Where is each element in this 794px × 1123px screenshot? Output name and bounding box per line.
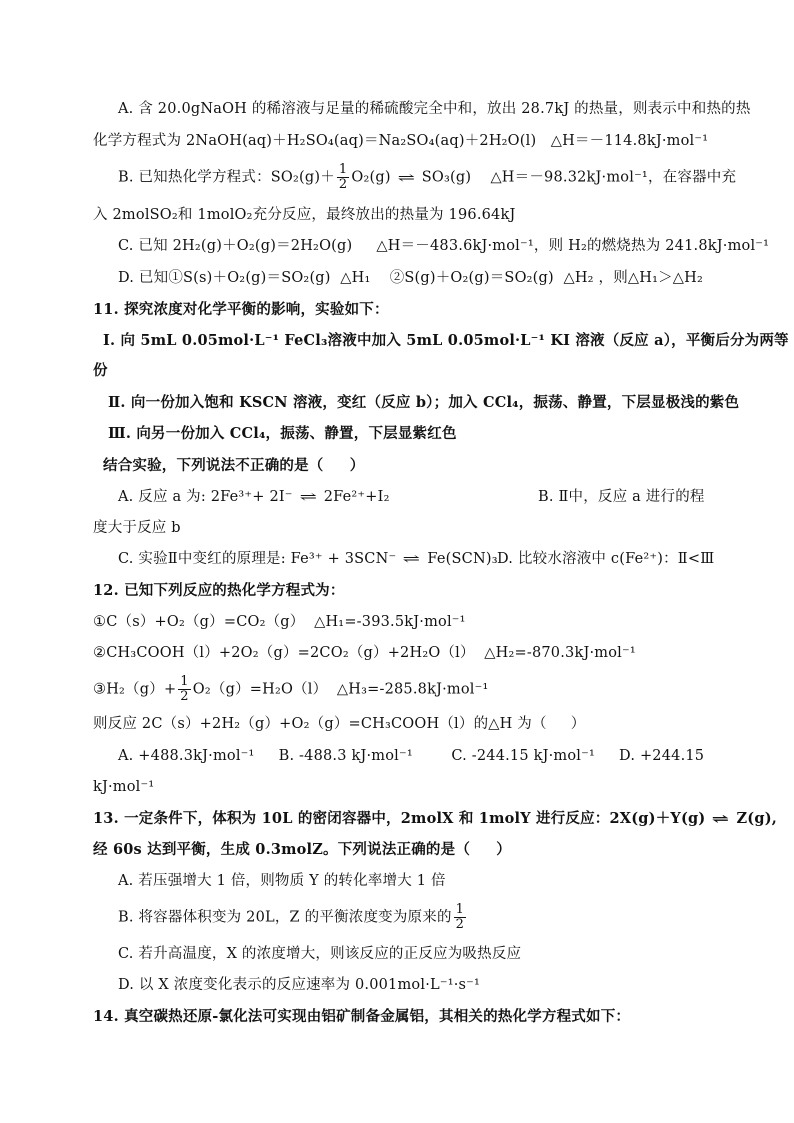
- fraction-one-half: $\frac{1}{2}$: [338, 162, 348, 192]
- equilibrium-arrow-icon: ⇌: [299, 490, 318, 505]
- q10-option-a-line1: A. 含 20.0gNaOH 的稀溶液与足量的稀硫酸完全中和，放出 28.7kJ 的热量，则表示中和热的热: [118, 101, 751, 117]
- q10-option-a-line2: 化学方程式为 2NaOH(aq)＋H₂SO₄(aq)＝Na₂SO₄(aq)＋2H₂O(l) △H＝－114.8kJ·mol⁻¹: [93, 133, 709, 149]
- q10-option-b-line1: [118, 163, 736, 192]
- fraction-one-half: $\frac{1}{2}$: [180, 674, 189, 704]
- fraction-one-half: $\frac{1}{2}$: [455, 902, 465, 932]
- q11-option-c: C. 实验Ⅱ中变红的原理是: Fe³⁺ + 3SCN⁻ ⇌ Fe(SCN)₃: [118, 549, 498, 570]
- q13-stem-line1: 13. 一定条件下，体积为 10L 的密闭容器中，2molX 和 1molY 进行反应：2X(g)＋Y(g) ⇌ Z(g),: [93, 809, 777, 830]
- equilibrium-arrow-icon: ⇌: [712, 812, 730, 827]
- q13-stem-line2: 经 60s 达到平衡，生成 0.3molZ。下列说法正确的是（ ）: [93, 841, 511, 858]
- q12-equation-3: ③H₂（g）+ $\frac{1}{2}$ O₂（g）=H₂O（l） △H₃=-285.8kJ·mol⁻¹: [93, 674, 489, 704]
- q12-question: 则反应 2C（s）+2H₂（g）+O₂（g）=CH₃COOH（l）的△H 为（ ）: [93, 716, 586, 732]
- q13-option-d: D. 以 X 浓度变化表示的反应速率为 0.001mol·L⁻¹·s⁻¹: [118, 977, 481, 993]
- q13-option-c: C. 若升高温度，X 的浓度增大，则该反应的正反应为吸热反应: [118, 946, 522, 962]
- q11-step-2: Ⅱ. 向一份加入饱和 KSCN 溶液，变红（反应 b）；加入 CCl₄，振荡、静置，下层显极浅的紫色: [108, 394, 740, 411]
- q12-options: A. +488.3kJ·mol⁻¹ B. -488.3 kJ·mol⁻¹ C. -244.15 kJ·mol⁻¹ D. +244.15: [118, 748, 705, 764]
- q11-option-b-line1: B. Ⅱ中，反应 a 进行的程: [538, 489, 705, 505]
- q10-option-d: D. 已知①S(s)＋O₂(g)＝SO₂(g) △H₁ ②S(g)＋O₂(g)＝SO₂(g) △H₂ ，则△H₁＞△H₂: [118, 270, 704, 286]
- q13-option-b: B. 将容器体积变为 20L，Z 的平衡浓度变为原来的 $\frac{1}{2}$: [118, 902, 465, 932]
- q10-b-text-mid: O₂(g): [351, 169, 391, 186]
- q11-step-1-line1: Ⅰ. 向 5mL 0.05mol·L⁻¹ FeCl₃溶液中加入 5mL 0.05mol·L⁻¹ KI 溶液（反应 a），平衡后分为两等: [103, 332, 789, 349]
- q10-b-text-pre: B. 已知热化学方程式：SO₂(g)＋: [118, 169, 335, 186]
- q11-question: 结合实验，下列说法不正确的是（ ）: [103, 457, 365, 474]
- q11-option-a: A. 反应 a 为: 2Fe³⁺+ 2I⁻ ⇌ 2Fe²⁺+I₂: [118, 487, 390, 508]
- q11-option-b-line2: 度大于反应 b: [93, 520, 181, 536]
- q13-option-a: A. 若压强增大 1 倍，则物质 Y 的转化率增大 1 倍: [118, 873, 446, 889]
- q11-stem: 11. 探究浓度对化学平衡的影响，实验如下：: [93, 301, 389, 318]
- q12-stem: 12. 已知下列反应的热化学方程式为：: [93, 582, 345, 599]
- q10-b-text-post: SO₃(g) △H＝－98.32kJ·mol⁻¹，在容器中充: [421, 169, 737, 186]
- q10-option-c: C. 已知 2H₂(g)＋O₂(g)＝2H₂O(g) △H＝－483.6kJ·mol⁻¹，则 H₂的燃烧热为 241.8kJ·mol⁻¹: [118, 238, 770, 254]
- q11-step-1-line2: 份: [93, 362, 108, 379]
- q11-step-3: Ⅲ. 向另一份加入 CCl₄，振荡、静置，下层显紫红色: [108, 425, 457, 442]
- q12-equation-1: ①C（s）+O₂（g）=CO₂（g） △H₁=-393.5kJ·mol⁻¹: [93, 614, 466, 630]
- equilibrium-arrow-icon: ⇌: [397, 170, 416, 186]
- q10-option-b-line2: 入 2molSO₂和 1molO₂充分反应，最终放出的热量为 196.64kJ: [93, 207, 516, 223]
- q11-option-d: D. 比较水溶液中 c(Fe²⁺)：Ⅱ<Ⅲ: [497, 551, 715, 567]
- q12-options-wrap: kJ·mol⁻¹: [93, 779, 155, 795]
- equilibrium-arrow-icon: ⇌: [403, 552, 421, 567]
- q12-equation-2: ②CH₃COOH（l）+2O₂（g）=2CO₂（g）+2H₂O（l） △H₂=-870.3kJ·mol⁻¹: [93, 645, 636, 661]
- q14-stem: 14. 真空碳热还原-氯化法可实现由铝矿制备金属铝，其相关的热化学方程式如下：: [93, 1008, 631, 1025]
